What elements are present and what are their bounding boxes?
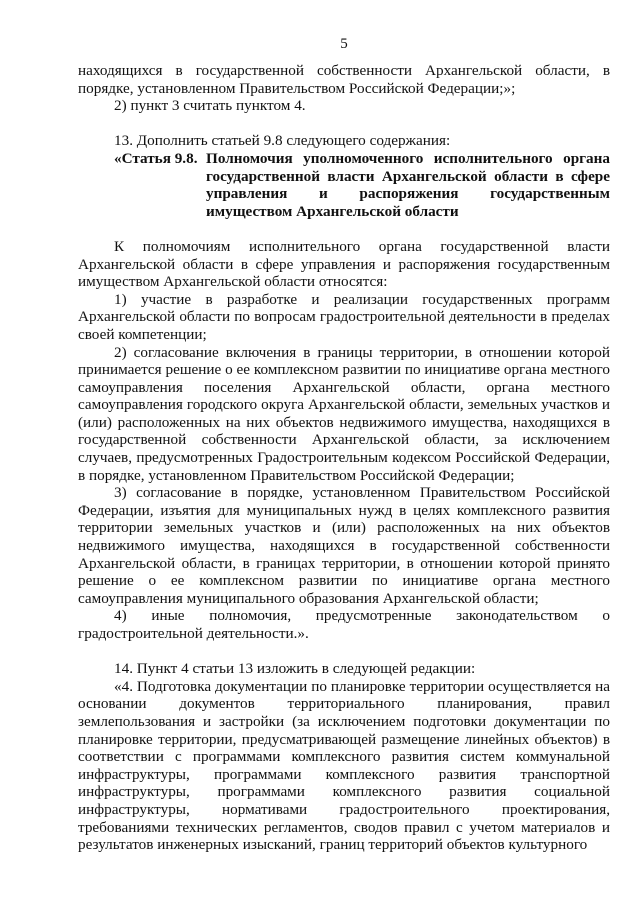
paragraph-item-2: 2) пункт 3 считать пунктом 4. (114, 97, 306, 115)
article-label: «Статья 9.8. (114, 149, 198, 167)
article-body-intro: К полномочиям исполнительного органа государственной власти Архангельской области в сфере управления и распоряжения государственным имуществом Архангельской области относятся: (78, 237, 610, 291)
section-13-intro: 13. Дополнить статьей 9.8 следующего содержания: (114, 132, 451, 150)
article-item-4: 4) иные полномочия, предусмотренные законодательством о градостроительной деятельности.». (78, 607, 610, 642)
section-14-body: «4. Подготовка документации по планировке территории осуществляется на основании документов территориального планирования, правил землепользования и застройки (за исключением подготовки документации по планировке территории, предусматривающей размещение линейных объектов) в соответствии с программами комплексного развития систем коммунальной инфраструктуры, программами комплексного развития транспортной инфраструктуры, программами комплексного развития социальной инфраструктуры, нормативами градостроительного проектирования, требованиями технических регламентов, сводов правил с учетом материалов и результатов инженерных изысканий, границ территорий объектов культурного (78, 677, 610, 854)
paragraph-gap (78, 643, 610, 661)
article-item-3: 3) согласование в порядке, установленном Правительством Российской Федерации, изъятия для муниципальных нужд в целях комплексного развития территории земельных участков и (или) расположенных на них объектов недвижимого имущества, находящихся в государственной собственности Архангельской области, в границах территории, в отношении которой принято решение о ее комплексном развитии по инициативе органа местного самоуправления муниципального образования Архангельской области; (78, 484, 610, 607)
article-item-2: 2) согласование включения в границы территории, в отношении которой принимается решение о ее комплексном развитии по инициативе органа местного самоуправления поселения Архангельской области, органа местного самоуправления городского округа Архангельской области, земельных участков и (или) расположенных на них объектов недвижимого имущества, находящихся в государственной собственности Архангельской области, за исключением случаев, предусмотренных Градостроительным кодексом Российской Федерации, в порядке, установленном Правительством Российской Федерации; (78, 343, 610, 484)
article-item-1: 1) участие в разработке и реализации государственных программ Архангельской области по вопросам градостроительной деятельности в пределах своей компетенции; (78, 290, 610, 343)
paragraph-gap (78, 220, 610, 238)
page-number: 5 (340, 36, 348, 52)
article-heading (114, 150, 610, 220)
article-title: Полномочия уполномоченного исполнительного органа государственной власти Архангельской области в сфере управления и распоряжения государственным имуществом Архангельской области (206, 149, 610, 220)
section-14-intro: 14. Пункт 4 статьи 13 изложить в следующей редакции: (114, 660, 476, 678)
document-body (78, 62, 610, 854)
paragraph-gap (78, 115, 610, 133)
paragraph-continuation: находящихся в государственной собственности Архангельской области, в порядке, установленном Правительством Российской Федерации;»; (78, 62, 610, 97)
